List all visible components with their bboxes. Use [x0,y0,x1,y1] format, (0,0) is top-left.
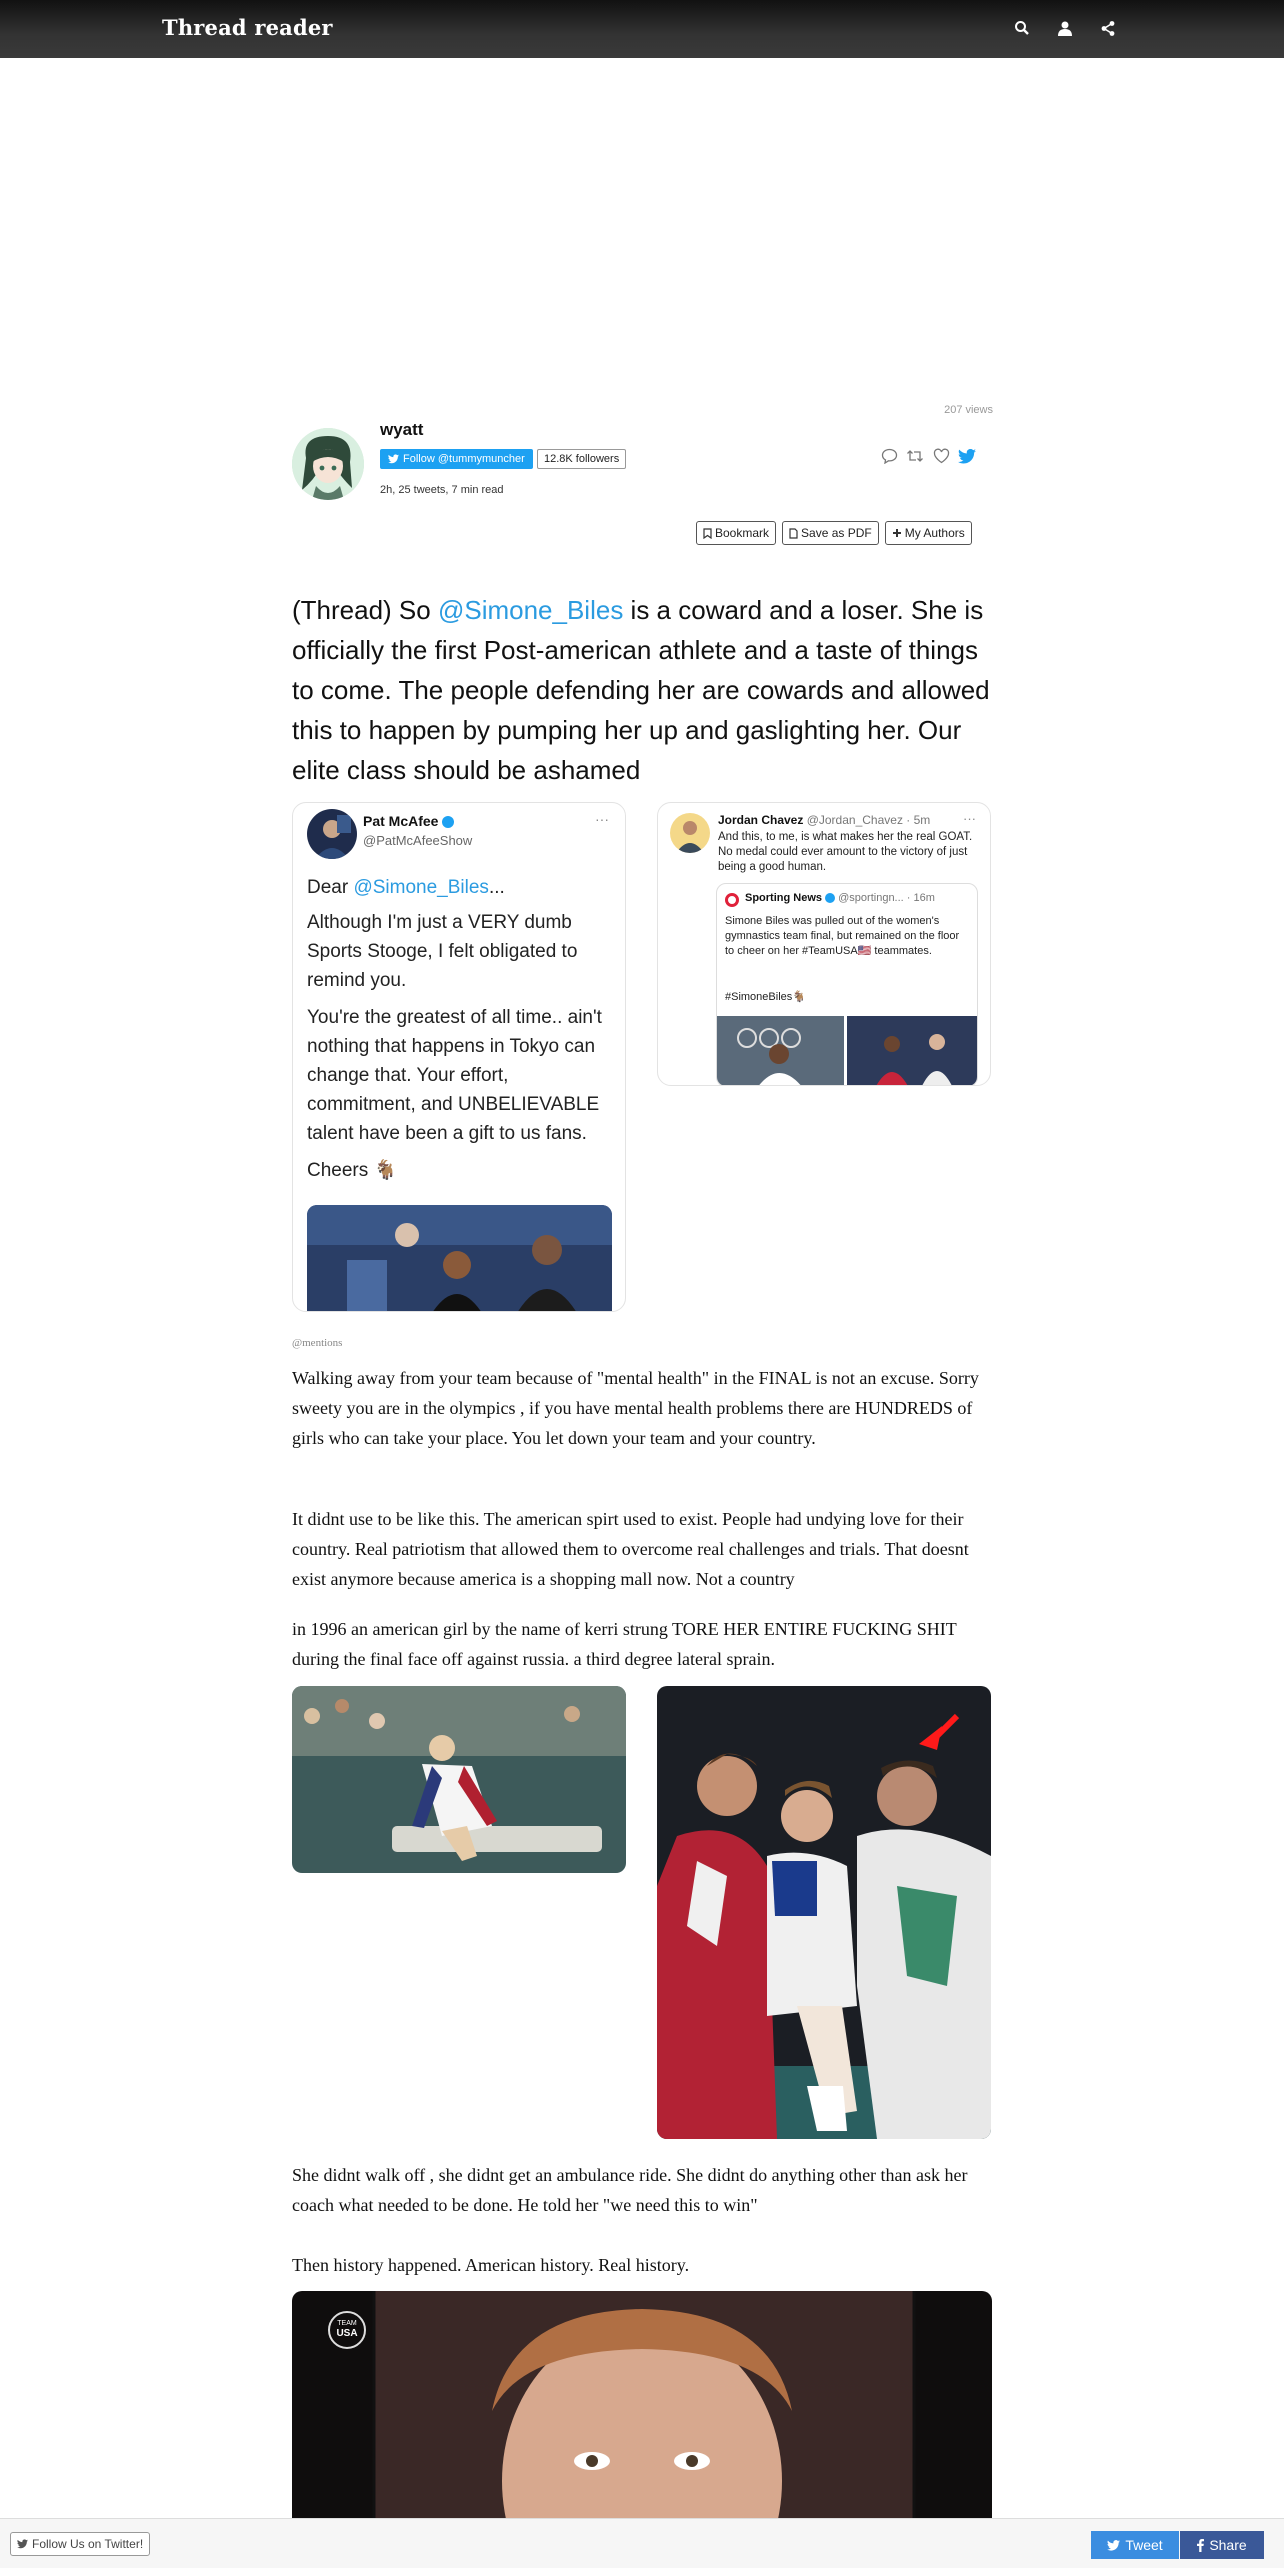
more-icon[interactable]: ··· [595,811,609,827]
mentions-label[interactable]: @mentions [292,1337,343,1349]
quoted-image-1[interactable] [717,1016,844,1086]
share-icon[interactable] [1097,17,1119,39]
twitter-icon[interactable] [958,447,976,465]
plus-icon [892,528,902,538]
save-pdf-label: Save as PDF [801,526,872,540]
tweet-author-name: Pat McAfee [363,813,439,829]
quoted-image-2[interactable] [847,1016,978,1086]
thread-tweet-5: She didnt walk off , she didnt get an ambulance ride. She didnt do anything other than ask her coach what needed to be done. He told her "we need this to win" [292,2165,968,2215]
tweet-author-handle: @Jordan_Chavez · 5m [806,813,931,827]
view-count: 207 views [944,404,993,416]
tweet-paragraph-2: You're the greatest of all time.. ain't nothing that happens in Tokyo can change that. Your effort, commitment, and UNBELIEVABLE talent have been a gift to us fans. [307,1007,602,1144]
facebook-icon [1197,2539,1204,2552]
tweet-paragraph-1: Although I'm just a VERY dumb Sports Stooge, I felt obligated to remind you. [307,912,578,991]
tweet-avatar [307,809,357,859]
greeting-end: ... [488,877,505,898]
tweet-image-carried[interactable] [657,1686,991,2139]
thread-action-buttons [696,521,972,545]
thread-tweet-4: in 1996 an american girl by the name of kerri strung TORE HER ENTIRE FUCKING SHIT during the final face off against russia. a third degree lateral sprain. [292,1619,957,1669]
thread-tweet-2: Walking away from your team because of "mental health" in the FINAL is not an excuse. Sorry sweety you are in the olympics , if you have mental health problems there are HUNDREDS of girls who can take your place. You let down your team and your country. [292,1368,979,1448]
thread-tweet-3: It didnt use to be like this. The american spirt used to exist. People had undying love for their country. Real patriotism that allowed them to overcome real challenges and trials. That doesnt exist anymore because america is a shopping mall now. Not a country [292,1509,969,1589]
tweet-media-image[interactable] [307,1205,612,1312]
search-icon[interactable] [1011,17,1033,39]
lead-tweet-text [292,590,992,790]
mention-link[interactable]: @Simone_Biles [437,595,624,625]
follow-us-button[interactable] [10,2532,150,2556]
more-icon[interactable]: ··· [963,811,976,826]
greeting-mention[interactable]: @Simone_Biles [353,877,489,898]
embedded-tweet-jordanchavez[interactable] [657,802,991,1086]
tweet-actions [880,447,976,465]
quoted-tweet-text: Simone Biles was pulled out of the women's gymnastics team final, but remained on the floor to cheer on her #TeamUSA🇺🇸 teammates. [725,915,960,957]
thread-meta: 2h, 25 tweets, 7 min read [380,484,504,496]
tweet-image-vault[interactable] [292,1686,626,1873]
quoted-tweet[interactable] [716,883,978,1086]
thread-tweet-6: Then history happened. American history. Real history. [292,2255,690,2275]
follow-label: Follow @tummymuncher [403,453,525,465]
twitter-icon [17,2539,28,2549]
follow-us-label: Follow Us on Twitter! [32,2537,144,2551]
tweet-author-name: Jordan Chavez [718,813,804,827]
tweet-greeting [307,873,612,902]
user-icon[interactable] [1054,17,1076,39]
badge-line1: TEAM [337,2320,357,2327]
greeting-dear: Dear [307,877,354,898]
quoted-author-handle: @sportingn... · 16m [838,892,935,904]
bookmark-icon [703,528,712,539]
tweet-author-handle: @PatMcAfeeShow [363,833,473,848]
tweet-video[interactable] [292,2291,992,2518]
twitter-icon [388,454,399,464]
retweet-icon[interactable] [906,447,924,465]
badge-line2: USA [336,2328,358,2339]
team-usa-badge [328,2311,366,2349]
twitter-icon [1107,2540,1120,2551]
ad-space [0,58,1284,398]
facebook-share-button[interactable] [1180,2531,1264,2559]
heart-icon[interactable] [932,447,950,465]
follow-author-button[interactable] [380,449,533,469]
quoted-author-name: Sporting News [745,892,823,904]
bookmark-label: Bookmark [715,526,770,540]
sporting-news-logo [725,893,739,907]
my-authors-label: My Authors [904,526,965,540]
embedded-tweet-patmcafee[interactable] [292,802,626,1312]
bookmark-button[interactable] [696,521,776,545]
tweet-paragraph-3: Cheers 🐐 [307,1160,398,1181]
share-label: Share [1209,2537,1247,2553]
top-navbar [0,0,1284,58]
save-pdf-button[interactable] [782,521,879,545]
quoted-tweet-hashtag[interactable]: #SimoneBiles🐐 [725,991,806,1003]
verified-icon [825,893,835,903]
tweet-button[interactable] [1091,2531,1179,2559]
author-avatar[interactable] [292,428,364,500]
lead-prefix: (Thread) So [292,595,438,625]
comment-icon[interactable] [880,447,898,465]
brand-logo[interactable]: Thread reader [162,15,333,40]
verified-icon [442,816,454,828]
pdf-icon [789,528,798,539]
followers-count: 12.8K followers [537,449,626,469]
my-authors-button[interactable] [885,521,972,545]
tweet-text: And this, to me, is what makes her the real GOAT. No medal could ever amount to the victory of just being a good human. [718,831,973,873]
tweet-label: Tweet [1125,2537,1163,2553]
lead-rest: is a coward and a loser. She is officially the first Post-american athlete and a taste of things to come. The people defending her are cowards and allowed this to happen by pumping her up and gaslighting her. Our elite class should be ashamed [292,595,990,785]
author-name[interactable]: wyatt [380,420,424,439]
tweet-avatar [670,813,710,853]
